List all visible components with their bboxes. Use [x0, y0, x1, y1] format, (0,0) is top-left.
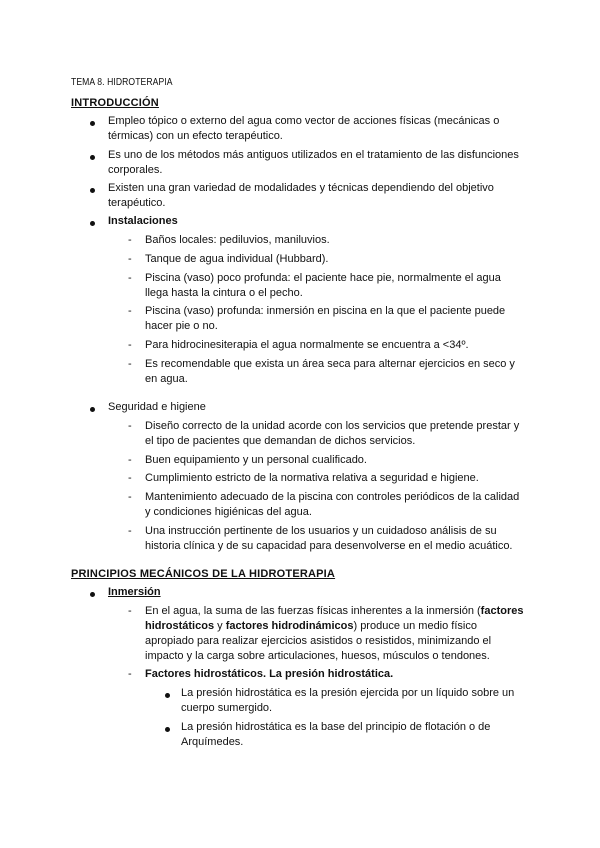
instalaciones-item-3-line-2: llega hasta la cintura o el pecho.	[145, 287, 303, 299]
intro-bullet-1-line-2: térmicas) con un efecto terapéutico.	[108, 130, 283, 142]
bullet-icon	[165, 727, 170, 732]
seguridad-item-4-line-1: Mantenimiento adecuado de la piscina con controles periódicos de la calidad	[145, 491, 520, 503]
inmersion-text-part: y	[214, 620, 226, 632]
instalaciones-item-1: Baños locales: pediluvios, maniluvios.	[145, 234, 330, 246]
intro-bullet-3-line-2: terapéutico.	[108, 197, 166, 209]
dash-icon: -	[128, 339, 132, 351]
intro-bullet-3-line-1: Existen una gran variedad de modalidades y técnicas dependiendo del objetivo	[108, 182, 494, 194]
dash-icon: -	[128, 253, 132, 265]
intro-bullet-2-line-2: corporales.	[108, 164, 163, 176]
instalaciones-item-6-line-1: Es recomendable que exista un área seca para alternar ejercicios en seco y	[145, 358, 515, 370]
intro-bullet-2-line-1: Es uno de los métodos más antiguos utilizados en el tratamiento de las disfunciones	[108, 149, 519, 161]
document-title: TEMA 8. HIDROTERAPIA	[71, 76, 173, 88]
instalaciones-item-4-line-2: hacer pie o no.	[145, 320, 218, 332]
seguridad-item-5-line-1: Una instrucción pertinente de los usuarios y un cuidadoso análisis de su	[145, 525, 497, 537]
inmersion-paragraph-line-1	[145, 604, 523, 619]
inmersion-paragraph-line-4: impacto y la carga sobre articulaciones, huesos, músculos o tendones.	[145, 650, 490, 662]
bullet-icon	[90, 121, 95, 126]
dash-icon: -	[128, 272, 132, 284]
instalaciones-item-2: Tanque de agua individual (Hubbard).	[145, 253, 329, 265]
dash-icon: -	[128, 525, 132, 537]
seguridad-item-1-line-1: Diseño correcto de la unidad acorde con los servicios que pretende prestar y	[145, 420, 520, 432]
inmersion-text-part: ) produce un medio físico	[353, 620, 477, 632]
inmersion-bold-term: factores	[480, 605, 524, 617]
dash-icon: -	[128, 420, 132, 432]
intro-bullet-1-line-1: Empleo tópico o externo del agua como vector de acciones físicas (mecánicas o	[108, 115, 500, 127]
seguridad-item-1-line-2: el tipo de pacientes que demandan de dichos servicios.	[145, 435, 416, 447]
factores-item-1-line-2: cuerpo sumergido.	[181, 702, 273, 714]
dash-icon: -	[128, 454, 132, 466]
factores-item-2-line-2: Arquímedes.	[181, 736, 244, 748]
seguridad-item-5-line-2: historia clínica y de su capacidad para desenvolverse en el medio acuático.	[145, 540, 513, 552]
bullet-icon	[90, 188, 95, 193]
inmersion-bold-term: hidrostáticos	[145, 620, 215, 632]
inmersion-paragraph-line-2	[145, 619, 477, 634]
instalaciones-item-3-line-1: Piscina (vaso) poco profunda: el paciente hace pie, normalmente el agua	[145, 272, 501, 284]
inmersion-label: Inmersión	[108, 586, 161, 598]
dash-icon: -	[128, 358, 132, 370]
seguridad-label: Seguridad e higiene	[108, 401, 206, 413]
instalaciones-item-6-line-2: en agua.	[145, 373, 188, 385]
seguridad-item-4-line-2: y condiciones higiénicas del agua.	[145, 506, 312, 518]
dash-icon: -	[128, 472, 132, 484]
dash-icon: -	[128, 305, 132, 317]
bullet-icon	[90, 221, 95, 226]
inmersion-bold-term: factores hidrodinámicos	[225, 620, 354, 632]
seguridad-item-2: Buen equipamiento y un personal cualificado.	[145, 454, 367, 466]
factores-item-2-line-1: La presión hidrostática es la base del principio de flotación o de	[181, 721, 491, 733]
dash-icon: -	[128, 491, 132, 503]
instalaciones-item-5: Para hidrocinesiterapia el agua normalmente se encuentra a <34º.	[145, 339, 469, 351]
bullet-icon	[165, 693, 170, 698]
bullet-icon	[90, 155, 95, 160]
instalaciones-label: Instalaciones	[108, 215, 178, 227]
dash-icon: -	[128, 668, 132, 680]
bullet-icon	[90, 592, 95, 597]
factores-hidrostaticos-label: Factores hidrostáticos. La presión hidrostática.	[145, 668, 394, 680]
bullet-icon	[90, 407, 95, 412]
section-heading-introduccion: INTRODUCCIÓN	[71, 97, 159, 109]
dash-icon: -	[128, 605, 132, 617]
dash-icon: -	[128, 234, 132, 246]
factores-item-1-line-1: La presión hidrostática es la presión ejercida por un líquido sobre un	[181, 687, 515, 699]
instalaciones-item-4-line-1: Piscina (vaso) profunda: inmersión en piscina en la que el paciente puede	[145, 305, 506, 317]
seguridad-item-3: Cumplimiento estricto de la normativa relativa a seguridad e higiene.	[145, 472, 479, 484]
section-heading-principios: PRINCIPIOS MECÁNICOS DE LA HIDROTERAPIA	[71, 568, 336, 580]
inmersion-paragraph-line-3: apropiado para realizar ejercicios asistidos o resistidos, minimizando el	[145, 635, 492, 647]
inmersion-text-part: En el agua, la suma de las fuerzas físicas inherentes a la inmersión (	[145, 605, 481, 617]
